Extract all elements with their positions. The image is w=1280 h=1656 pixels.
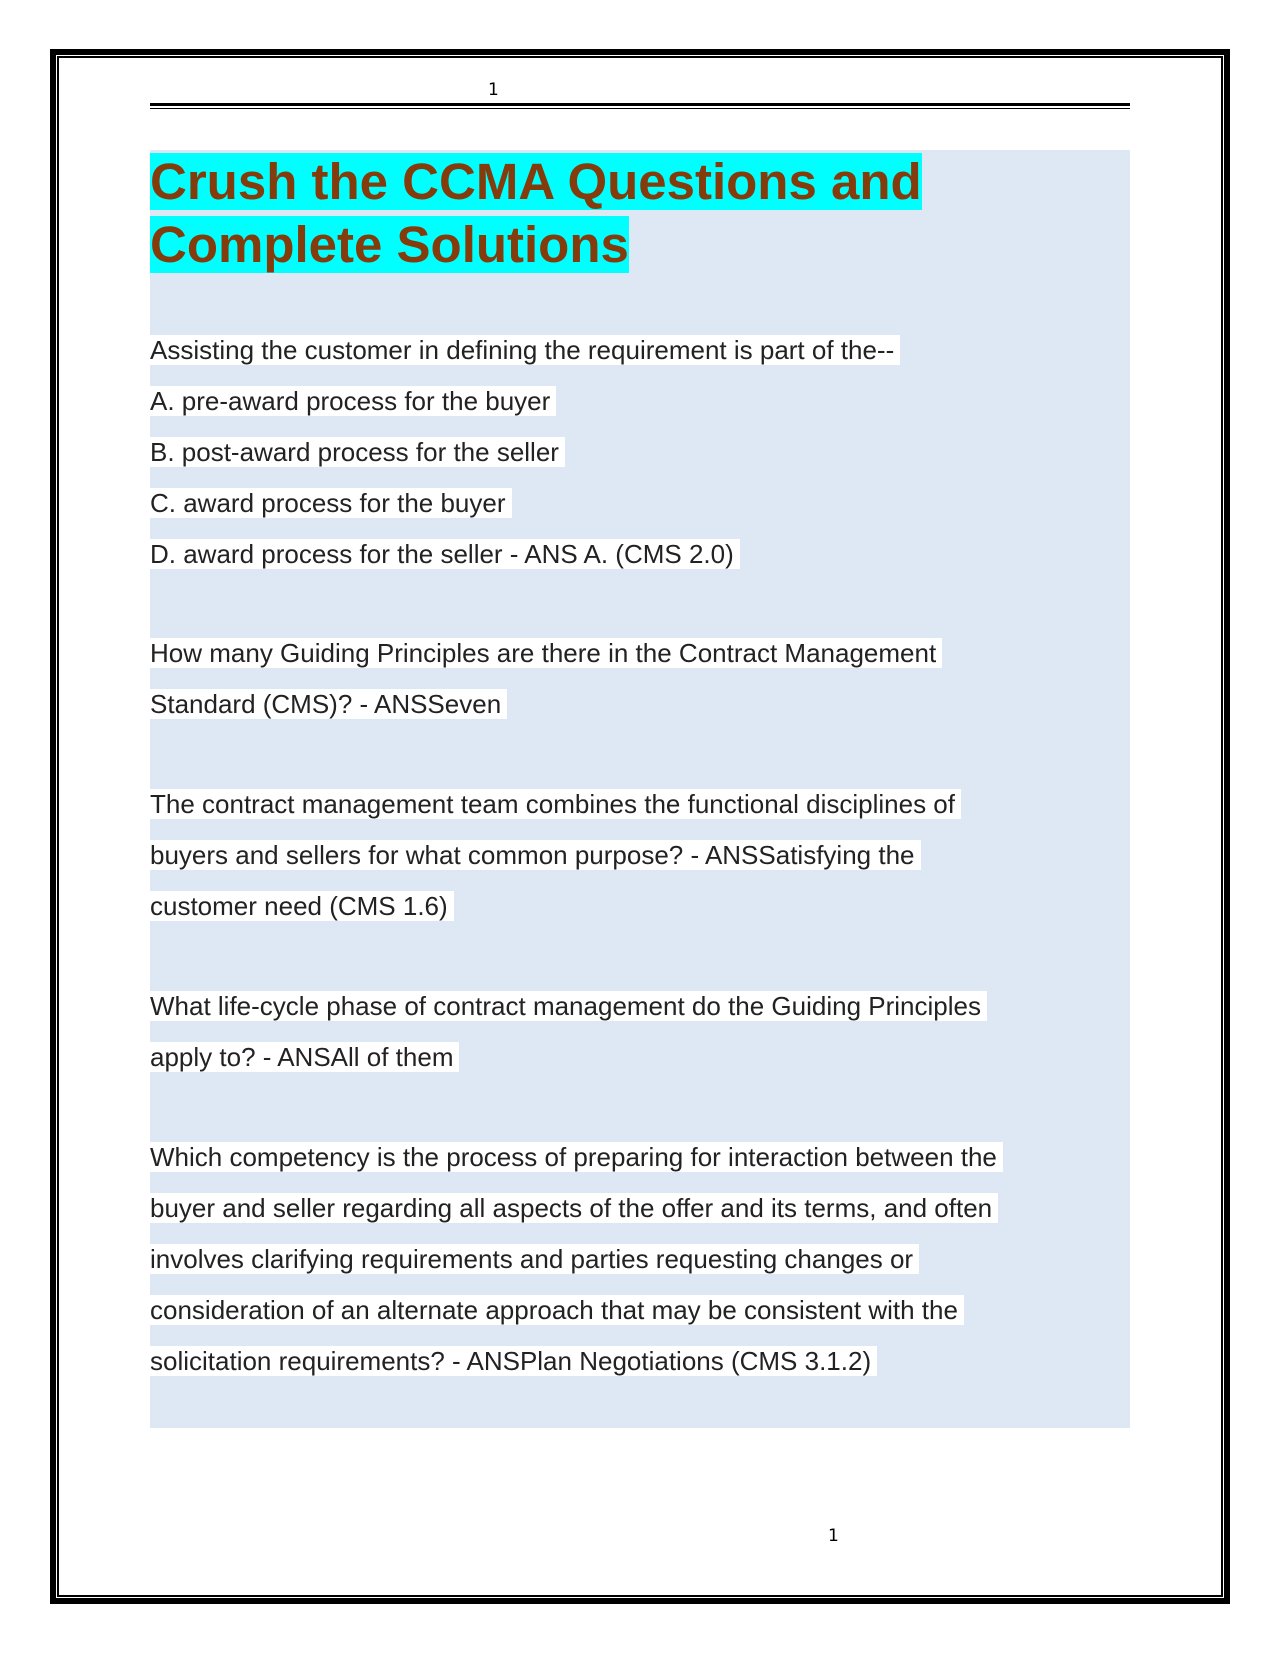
question-block-4	[150, 981, 1130, 1083]
question-4-line-1: What life-cycle phase of contract management do the Guiding Principles	[150, 991, 987, 1021]
question-block-5	[150, 1132, 1130, 1387]
question-3-line-3: customer need (CMS 1.6)	[150, 891, 454, 921]
question-5-line-3: involves clarifying requirements and parties requesting changes or	[150, 1244, 919, 1274]
question-4-line-2: apply to? - ANSAll of them	[150, 1042, 459, 1072]
question-block-3	[150, 779, 1130, 932]
question-1-line-1: Assisting the customer in defining the requirement is part of the--	[150, 335, 900, 365]
question-5-line-1: Which competency is the process of preparing for interaction between the	[150, 1142, 1003, 1172]
question-2-line-1: How many Guiding Principles are there in the Contract Management	[150, 638, 942, 668]
question-1-option-b: B. post-award process for the seller	[150, 437, 565, 467]
question-5-line-4: consideration of an alternate approach that may be consistent with the	[150, 1295, 964, 1325]
question-1-option-c: C. award process for the buyer	[150, 488, 512, 518]
question-2-line-2: Standard (CMS)? - ANSSeven	[150, 689, 507, 719]
question-1-option-d: D. award process for the seller - ANS A. (CMS 2.0)	[150, 539, 740, 569]
footer-page-number: 1	[828, 1526, 839, 1546]
header-page-number: 1	[488, 80, 499, 100]
header-rule-thick	[150, 103, 1130, 106]
header-rule-thin	[150, 108, 1130, 109]
question-block-1	[150, 325, 1130, 580]
title-line-2: Complete Solutions	[150, 216, 629, 273]
question-5-line-2: buyer and seller regarding all aspects of the offer and its terms, and often	[150, 1193, 998, 1223]
question-block-2	[150, 628, 1130, 730]
question-5-line-5: solicitation requirements? - ANSPlan Negotiations (CMS 3.1.2)	[150, 1346, 877, 1376]
title-line-1: Crush the CCMA Questions and	[150, 153, 922, 210]
question-1-option-a: A. pre-award process for the buyer	[150, 386, 556, 416]
question-3-line-2: buyers and sellers for what common purpose? - ANSSatisfying the	[150, 840, 921, 870]
document-title	[150, 150, 1030, 276]
question-3-line-1: The contract management team combines the functional disciplines of	[150, 789, 961, 819]
